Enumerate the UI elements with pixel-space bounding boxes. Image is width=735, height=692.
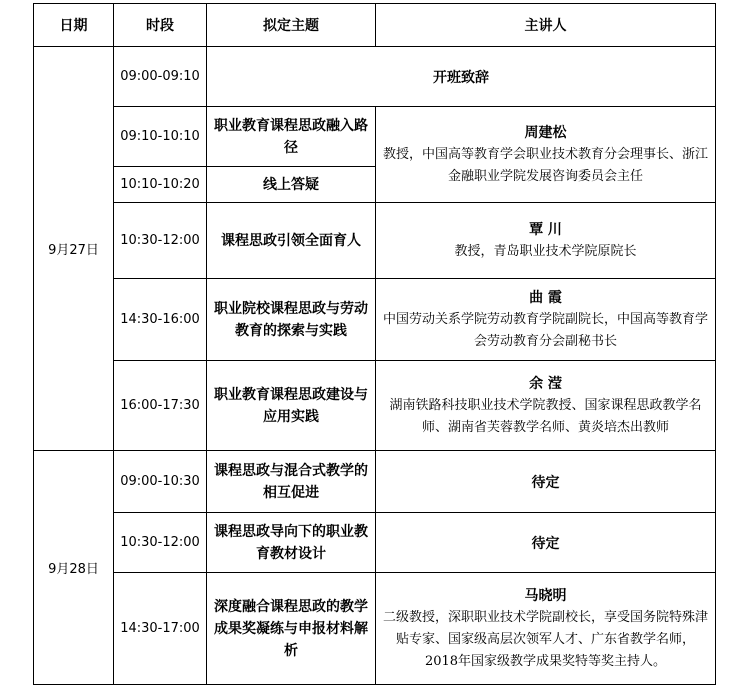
- table-row: [34, 451, 716, 513]
- speaker-name: 余 滢: [529, 375, 562, 392]
- speaker-name: 曲 霞: [529, 289, 562, 306]
- header-time: 时段: [114, 4, 207, 47]
- time-cell: 09:00-09:10: [114, 47, 207, 107]
- speaker-cell: [376, 203, 716, 279]
- speaker-pending: 待定: [376, 451, 716, 513]
- speaker-name: 马晓明: [524, 587, 567, 604]
- table-row: [34, 279, 716, 361]
- schedule-table: [33, 3, 716, 685]
- speaker-pending: 待定: [376, 513, 716, 573]
- date-cell: 9月28日: [34, 451, 114, 685]
- time-cell: 09:10-10:10: [114, 107, 207, 167]
- speaker-desc: 教授，青岛职业技术学院原院长: [454, 243, 637, 259]
- time-cell: 14:30-17:00: [114, 573, 207, 685]
- speaker-cell: [376, 573, 716, 685]
- time-cell: 16:00-17:30: [114, 361, 207, 451]
- speaker-name: 周建松: [524, 124, 567, 141]
- topic-cell: 职业院校课程思政与劳动教育的探索与实践: [207, 279, 376, 361]
- header-row: [34, 4, 716, 47]
- topic-cell: 线上答疑: [207, 167, 376, 203]
- table-row: [34, 513, 716, 573]
- table-row: [34, 203, 716, 279]
- topic-cell: 课程思政与混合式教学的相互促进: [207, 451, 376, 513]
- speaker-cell: [376, 107, 716, 203]
- header-speaker: 主讲人: [376, 4, 716, 47]
- speaker-cell: [376, 361, 716, 451]
- speaker-cell: [376, 279, 716, 361]
- table-row: [34, 107, 716, 167]
- topic-cell: 深度融合课程思政的教学成果奖凝练与申报材料解析: [207, 573, 376, 685]
- date-cell: 9月27日: [34, 47, 114, 451]
- header-date: 日期: [34, 4, 114, 47]
- topic-cell: 职业教育课程思政融入路径: [207, 107, 376, 167]
- topic-cell: 课程思政引领全面育人: [207, 203, 376, 279]
- opening-cell: 开班致辞: [207, 47, 716, 107]
- topic-cell: 职业教育课程思政建设与应用实践: [207, 361, 376, 451]
- time-cell: 09:00-10:30: [114, 451, 207, 513]
- time-cell: 10:10-10:20: [114, 167, 207, 203]
- speaker-desc: 教授，中国高等教育学会职业技术教育分会理事长、浙江金融职业学院发展咨询委员会主任: [382, 146, 708, 184]
- speaker-name: 覃 川: [529, 221, 562, 238]
- speaker-desc: 中国劳动关系学院劳动教育学院副院长，中国高等教育学会劳动教育分会副秘书长: [382, 311, 708, 349]
- table-row: [34, 361, 716, 451]
- speaker-desc: 湖南铁路科技职业技术学院教授、国家课程思政教学名师、湖南省芙蓉教学名师、黄炎培杰出教师: [389, 397, 702, 435]
- topic-cell: 课程思政导向下的职业教育教材设计: [207, 513, 376, 573]
- table-row: [34, 47, 716, 107]
- table-row: [34, 573, 716, 685]
- speaker-desc: 二级教授，深职职业技术学院副校长，享受国务院特殊津贴专家、国家级高层次领军人才、广东省教学名师，2018年国家级教学成果奖特等奖主持人。: [382, 609, 708, 669]
- time-cell: 10:30-12:00: [114, 203, 207, 279]
- header-topic: 拟定主题: [207, 4, 376, 47]
- time-cell: 10:30-12:00: [114, 513, 207, 573]
- time-cell: 14:30-16:00: [114, 279, 207, 361]
